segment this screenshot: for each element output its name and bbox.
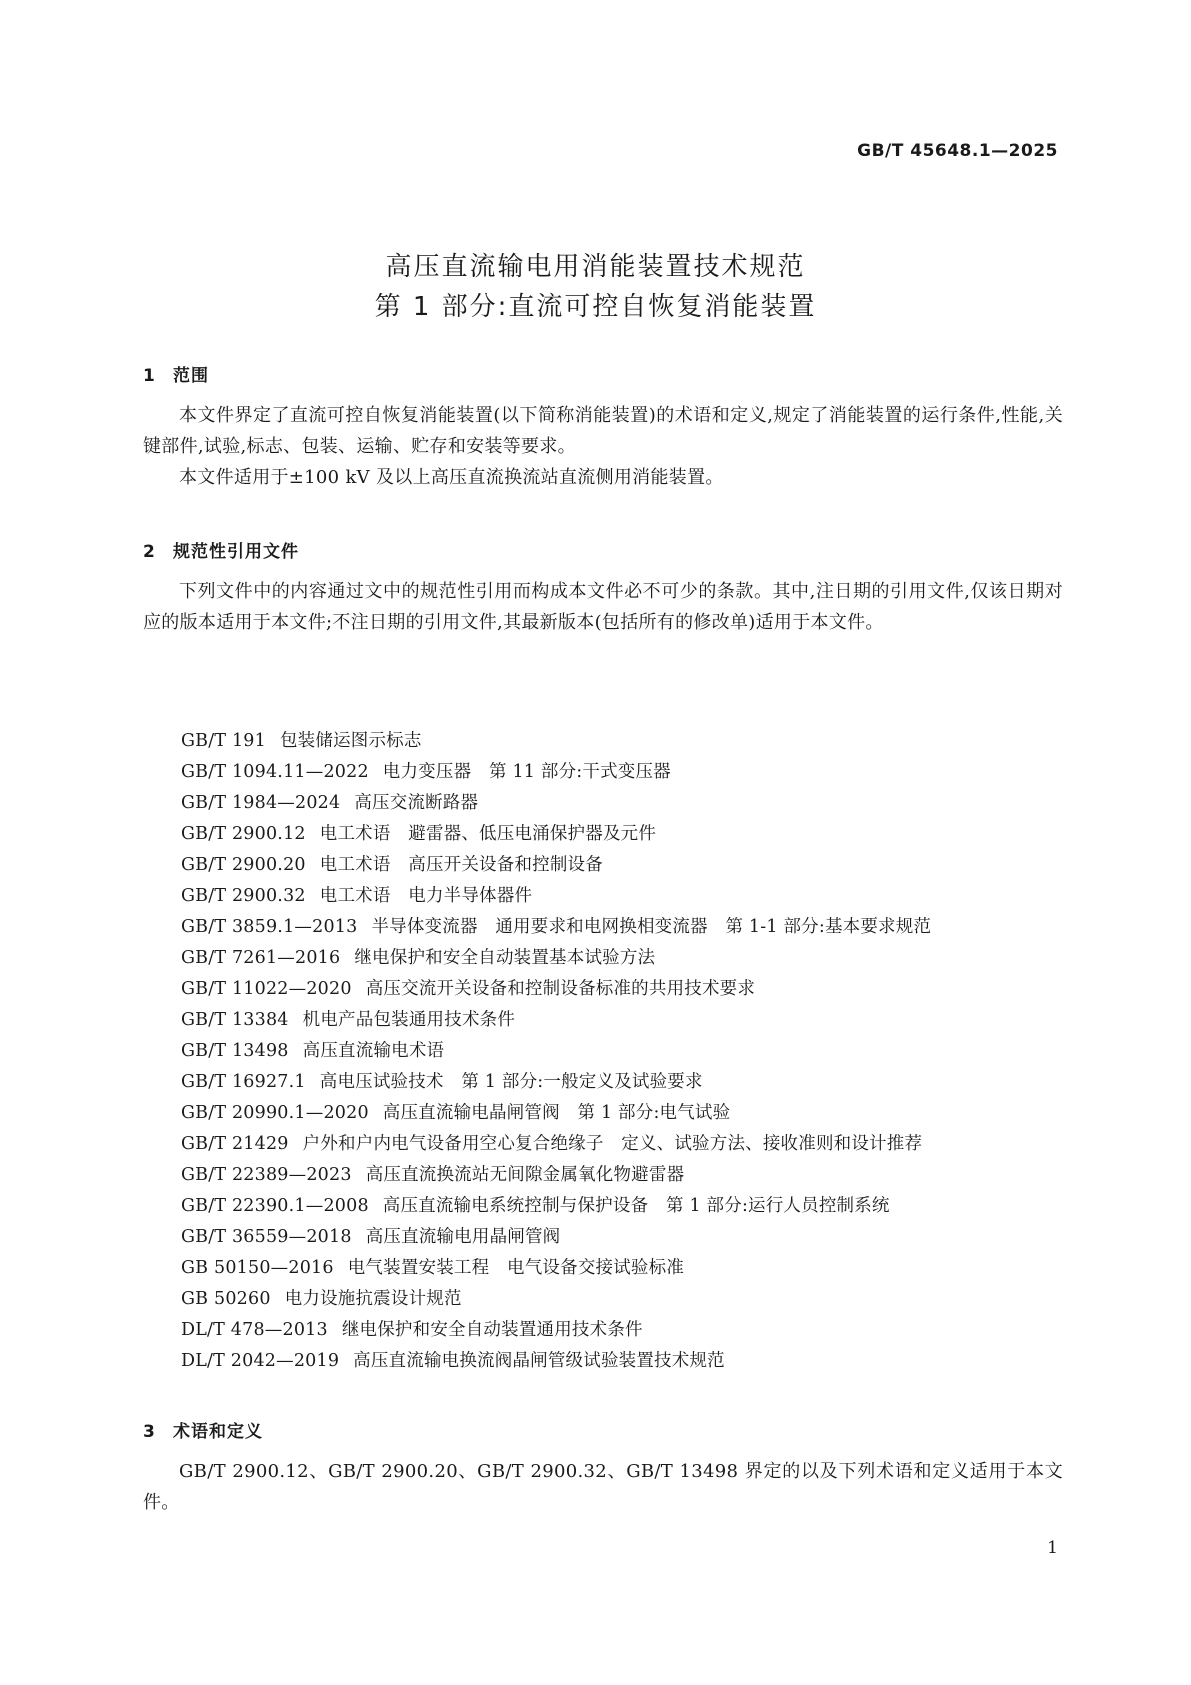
normative-reference-list: [181, 726, 931, 1377]
reference-title: 高压直流换流站无间隙金属氧化物避雷器: [365, 1165, 685, 1185]
reference-item: [181, 1098, 931, 1129]
reference-title: 高压直流输电换流阀晶闸管级试验装置技术规范: [353, 1351, 725, 1371]
reference-item: [181, 757, 931, 788]
reference-code: GB/T 16927.1: [181, 1072, 306, 1092]
document-subtitle: 第 1 部分:直流可控自恢复消能装置: [374, 292, 817, 322]
reference-code: GB/T 11022—2020: [181, 979, 352, 999]
reference-title: 电工术语 避雷器、低压电涌保护器及元件: [319, 824, 657, 844]
reference-item: [181, 1160, 931, 1191]
document-title: 高压直流输电用消能装置技术规范: [385, 252, 806, 282]
section-number: 1: [143, 366, 156, 386]
reference-code: GB/T 191: [181, 731, 266, 751]
reference-item: [181, 1067, 931, 1098]
reference-code: GB/T 3859.1—2013: [181, 917, 358, 937]
reference-title: 高压直流输电晶闸管阀 第 1 部分:电气试验: [382, 1103, 731, 1123]
reference-code: GB/T 22389—2023: [181, 1165, 352, 1185]
reference-code: GB/T 1094.11—2022: [181, 762, 369, 782]
reference-code: GB/T 13384: [181, 1010, 289, 1030]
reference-title: 高压直流输电术语: [302, 1041, 445, 1061]
reference-title: 继电保护和安全自动装置基本试验方法: [354, 948, 656, 968]
reference-title: 电工术语 高压开关设备和控制设备: [319, 855, 603, 875]
standard-code: GB/T 45648.1—2025: [857, 141, 1058, 161]
reference-item: [181, 819, 931, 850]
reference-item: [181, 1005, 931, 1036]
reference-item: [181, 1222, 931, 1253]
reference-item: [181, 788, 931, 819]
reference-code: GB/T 2900.20: [181, 855, 306, 875]
reference-code: GB/T 7261—2016: [181, 948, 341, 968]
reference-title: 高压直流输电系统控制与保护设备 第 1 部分:运行人员控制系统: [382, 1196, 890, 1216]
reference-item: [181, 1036, 931, 1067]
reference-item: [181, 943, 931, 974]
reference-item: [181, 1346, 931, 1377]
reference-item: [181, 1253, 931, 1284]
reference-code: GB/T 36559—2018: [181, 1227, 352, 1247]
reference-item: [181, 1191, 931, 1222]
reference-title: 高压交流开关设备和控制设备标准的共用技术要求: [365, 979, 756, 999]
section-1-paragraph-1: 本文件界定了直流可控自恢复消能装置(以下简称消能装置)的术语和定义,规定了消能装置的运行条件,性能,关键部件,试验,标志、包装、运输、贮存和安装等要求。: [143, 405, 1063, 457]
reference-code: GB/T 2900.32: [181, 886, 306, 906]
reference-code: GB 50260: [181, 1289, 271, 1309]
reference-item: [181, 1315, 931, 1346]
reference-item: [181, 881, 931, 912]
reference-title: 包装储运图示标志: [279, 731, 422, 751]
reference-title: 高压交流断路器: [354, 793, 479, 813]
section-number: 2: [143, 542, 156, 562]
reference-item: [181, 1129, 931, 1160]
reference-title: 电力设施抗震设计规范: [284, 1289, 462, 1309]
reference-title: 高电压试验技术 第 1 部分:一般定义及试验要求: [319, 1072, 703, 1092]
reference-title: 电力变压器 第 11 部分:干式变压器: [382, 762, 671, 782]
section-title: 术语和定义: [173, 1422, 263, 1442]
reference-title: 高压直流输电用晶闸管阀: [365, 1227, 561, 1247]
reference-item: [181, 850, 931, 881]
section-1-paragraph-2: 本文件适用于±100 kV 及以上高压直流换流站直流侧用消能装置。: [179, 467, 724, 488]
reference-code: GB/T 2900.12: [181, 824, 306, 844]
section-3-paragraph-1: GB/T 2900.12、GB/T 2900.20、GB/T 2900.32、GB/T 13498 界定的以及下列术语和定义适用于本文件。: [143, 1461, 1063, 1513]
section-number: 3: [143, 1422, 156, 1442]
reference-code: DL/T 478—2013: [181, 1320, 328, 1340]
section-2-heading: [143, 537, 299, 562]
section-2-paragraph-1: 下列文件中的内容通过文中的规范性引用而构成本文件必不可少的条款。其中,注日期的引用文件,仅该日期对应的版本适用于本文件;不注日期的引用文件,其最新版本(包括所有的修改单)适用于本文件。: [143, 581, 1063, 633]
reference-title: 机电产品包装通用技术条件: [302, 1010, 516, 1030]
reference-code: GB/T 20990.1—2020: [181, 1103, 369, 1123]
reference-code: DL/T 2042—2019: [181, 1351, 340, 1371]
reference-title: 电工术语 电力半导体器件: [319, 886, 533, 906]
reference-code: GB/T 13498: [181, 1041, 289, 1061]
section-title: 范围: [173, 366, 209, 386]
reference-code: GB/T 1984—2024: [181, 793, 341, 813]
reference-title: 户外和户内电气设备用空心复合绝缘子 定义、试验方法、接收准则和设计推荐: [302, 1134, 923, 1154]
reference-item: [181, 1284, 931, 1315]
reference-title: 继电保护和安全自动装置通用技术条件: [341, 1320, 643, 1340]
section-title: 规范性引用文件: [173, 542, 299, 562]
reference-title: 电气装置安装工程 电气设备交接试验标准: [347, 1258, 685, 1278]
section-3-heading: [143, 1417, 263, 1442]
reference-code: GB/T 22390.1—2008: [181, 1196, 369, 1216]
reference-item: [181, 912, 931, 943]
page-number: 1: [1047, 1538, 1058, 1558]
reference-title: 半导体变流器 通用要求和电网换相变流器 第 1-1 部分:基本要求规范: [371, 917, 932, 937]
reference-item: [181, 726, 931, 757]
reference-code: GB 50150—2016: [181, 1258, 334, 1278]
reference-item: [181, 974, 931, 1005]
section-1-heading: [143, 361, 209, 386]
reference-code: GB/T 21429: [181, 1134, 289, 1154]
